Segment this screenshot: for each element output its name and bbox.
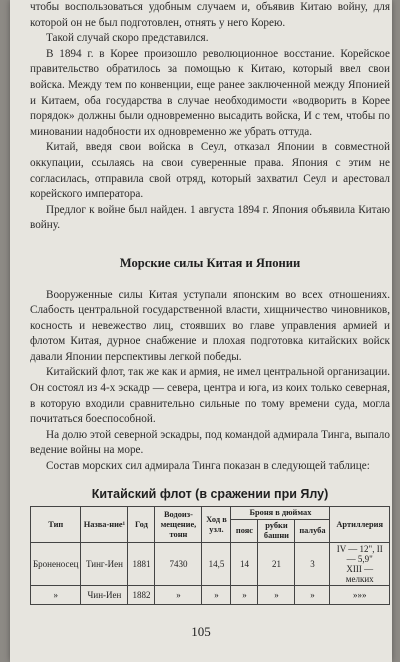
table-row [31,586,390,605]
cell-artillery: »»» [330,586,390,605]
cell-name: Тинг-Иен [81,543,128,586]
table-row [31,543,390,586]
fleet-table [30,506,390,605]
table-caption: Китайский флот (в сражении при Ялу) [91,486,329,501]
section-title: Морские силы Китая и Японии [119,255,301,270]
paragraph: Такой случай скоро представился. [46,32,209,45]
cell-belt: 14 [231,543,258,586]
header-turrets: рубки башни [258,520,295,543]
cell-belt: » [231,586,258,605]
cell-turrets: 21 [258,543,295,586]
paragraph: Вооруженные силы Китая уступали японским во всех отношениях. Слабость центральной государственной власти, хищничество чиновников, косность и невежество лиц, стоявших во главе управления армией и флотом Китая, дурное снабжение и плохая подготовка китайских войск давали Японии перспективы легкой победы. [30,288,390,363]
paragraph: Китай, введя свои войска в Сеул, отказал Японии в совместной оккупации, ссылаясь на свои суверенные права. Япония с этим не согласилась, отправила свой отряд, который захватил Сеул и арестовал корейского императора. [30,141,390,201]
page-text [30,0,390,605]
header-name: Назва-ние¹ [81,507,128,543]
header-belt: пояс [231,520,258,543]
paragraph: Китайский флот, так же как и армия, не имел центральной организации. Он состоял из 4-х эскадр — севера, центра и юга, из коих только северная, в которую входили сравнительно сильные по тому времени суда, могла почитаться боеспособной. [30,366,390,426]
paragraph: чтобы воспользоваться удобным случаем и, объявив Китаю войну, для которой он не был подготовлен, отнять у него Корею. [30,1,390,29]
cell-type: » [31,586,81,605]
cell-speed: 14,5 [202,543,231,586]
book-page [10,0,392,662]
header-artillery: Артиллерия [330,507,390,543]
page-number: 105 [191,624,211,639]
cell-artillery [330,543,390,586]
cell-type: Броненосец [31,543,81,586]
header-deck: палуба [295,520,330,543]
paragraph: Предлог к войне был найден. 1 августа 1894 г. Япония объявила Китаю войну. [30,203,390,232]
header-armor: Броня в дюймах [231,507,330,520]
cell-speed: » [202,586,231,605]
header-type: Тип [31,507,81,543]
header-displacement: Водоиз-мещение, тонн [155,507,202,543]
cell-year: 1881 [128,543,155,586]
paragraph: На долю этой северной эскадры, под командой адмирала Тинга, выпало ведение войны на море. [30,428,390,457]
cell-year: 1882 [128,586,155,605]
cell-deck: » [295,586,330,605]
artillery-line: XIII — мелких [345,564,374,585]
paragraph: В 1894 г. в Корее произошло революционное восстание. Корейское правительство обратилось за помощью к Китаю, который ввел свои войска. Между тем по конвенции, еще ранее заключенной между Японией и Китаем, оба государства в случае необходимости «водворить в Корее порядок» должны были одновременно высадить войска, И с тем, чтобы по миновании надобности их одновременно же убрать оттуда. [30,47,390,138]
cell-turrets: » [258,586,295,605]
cell-name: Чин-Иен [81,586,128,605]
header-speed: Ход в узл. [202,507,231,543]
paragraph: Состав морских сил адмирала Тинга показан в следующей таблице: [46,460,370,473]
cell-displacement: 7430 [155,543,202,586]
cell-deck: 3 [295,543,330,586]
artillery-line: IV — 12", II — 5,9" [336,544,383,565]
header-year: Год [128,507,155,543]
cell-displacement: » [155,586,202,605]
